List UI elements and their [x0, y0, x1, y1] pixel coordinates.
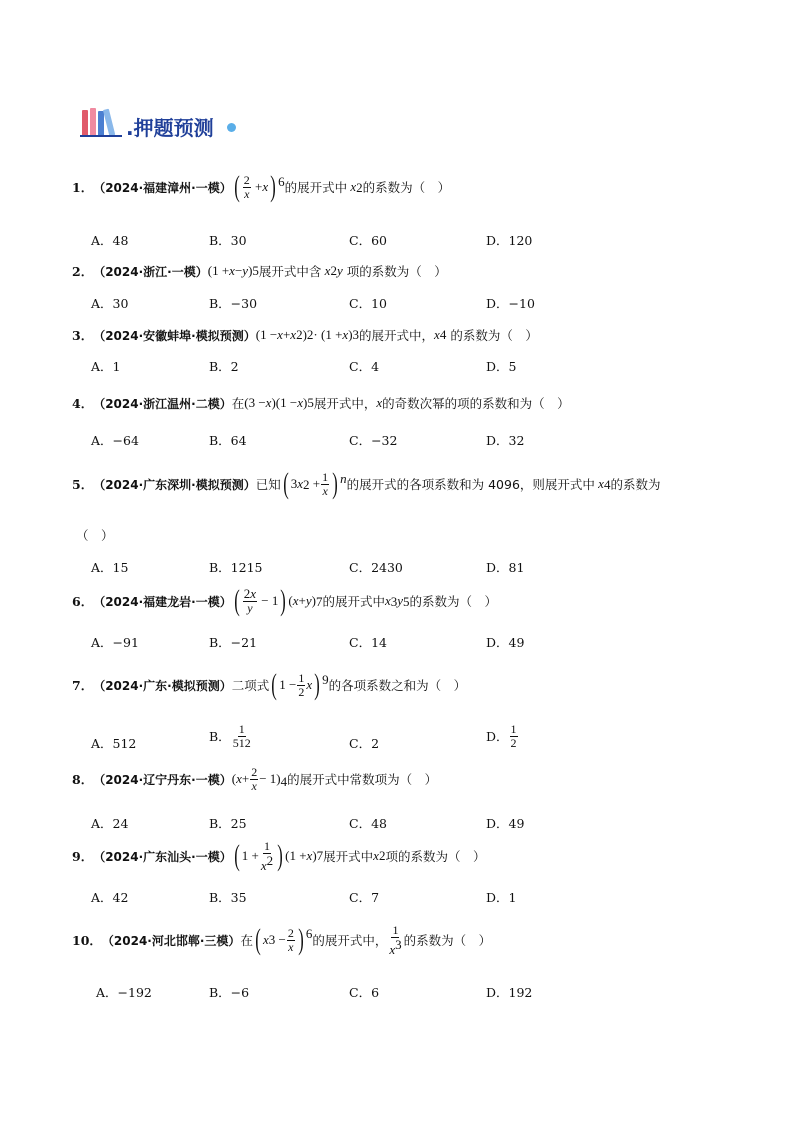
option-b[interactable]: B．30	[209, 233, 247, 248]
question-8: 8． （2024·辽宁丹东·一模） ( x + $\frac{2}{x}$ − 1) 4 的展开式中常数项为（ ）	[72, 765, 438, 793]
option-d[interactable]: D． $\frac{1}{2}$	[486, 722, 517, 750]
option-b[interactable]: B．35	[209, 890, 247, 905]
option-c[interactable]: C．7	[349, 890, 380, 905]
option-c[interactable]: C．−32	[349, 433, 398, 448]
question-5: 5． （2024·广东深圳·模拟预测） 已知 ( 3 x 2 + $\frac{1}{x}$ ) n 的展开式的各项系数和为 4096，则展开式中 x 4 的系数为	[72, 467, 661, 500]
option-d[interactable]: D．49	[486, 635, 525, 650]
question-5-blank: （ ）	[76, 528, 114, 543]
question-7: 7． （2024·广东·模拟预测） 二项式 ( 1 − $\frac{1}{2}$ x ) 9 的各项系数之和为（ ）	[72, 668, 467, 701]
option-a[interactable]: A．−91	[91, 635, 139, 650]
question-2: 2． （2024·浙江·一模） (1 + x − y ) 5 展开式中含 x 2 y 项的系数为（ ）	[72, 263, 447, 279]
question-10: 10． （2024·河北邯郸·三模） 在 ( x 3 − $\frac{2}{x}$ ) 6 的展开式中， $\frac{1}{x^3}$ 的系数为（ ）	[72, 923, 492, 957]
option-c[interactable]: C．14	[349, 635, 387, 650]
option-a[interactable]: A．15	[91, 560, 129, 575]
books-icon	[80, 106, 124, 138]
title-dot	[227, 123, 236, 132]
option-d[interactable]: D．1	[486, 890, 517, 905]
option-d[interactable]: D．120	[486, 233, 533, 248]
option-c[interactable]: C．48	[349, 816, 387, 831]
question-source: （2024·福建漳州·一模）	[93, 180, 232, 195]
option-a[interactable]: A．512	[91, 736, 137, 751]
option-a[interactable]: A．30	[91, 296, 129, 311]
option-c[interactable]: C．2	[349, 736, 380, 751]
option-a[interactable]: A．24	[91, 816, 129, 831]
question-number: 1．	[72, 180, 94, 195]
question-6: 6． （2024·福建龙岩·一模） ( $\frac{2x}{y}$ − 1 ) ( x + y ) 7 的展开式中 x 3 y 5 的系数为（ ）	[72, 584, 498, 617]
option-d[interactable]: D．5	[486, 359, 517, 374]
option-d[interactable]: D．49	[486, 816, 525, 831]
option-c[interactable]: C．60	[349, 233, 387, 248]
option-c[interactable]: C．2430	[349, 560, 403, 575]
option-a[interactable]: A．42	[91, 890, 129, 905]
option-c[interactable]: C．4	[349, 359, 380, 374]
question-1: 1． （2024·福建漳州·一模） ( $\frac{2}{x}$ + x ) 6 的展开式中 x 2 的系数为（ ）	[72, 170, 451, 203]
option-b[interactable]: B．2	[209, 359, 239, 374]
question-9: 9． （2024·广东汕头·一模） ( 1 + $\frac{1}{x^2}$ ) (1 + x ) 7 展开式中 x 2 项的系数为（ ）	[72, 839, 486, 873]
option-d[interactable]: D．−10	[486, 296, 535, 311]
question-4: 4． （2024·浙江温州·二模） 在 (3 − x )(1 − x ) 5 展开式中， x 的奇数次幂的项的系数和为（ ）	[72, 395, 570, 411]
option-d[interactable]: D．192	[486, 985, 533, 1000]
option-c[interactable]: C．6	[349, 985, 380, 1000]
option-d[interactable]: D．81	[486, 560, 525, 575]
option-c[interactable]: C．10	[349, 296, 387, 311]
option-b[interactable]: B．1215	[209, 560, 263, 575]
option-b[interactable]: B．25	[209, 816, 247, 831]
section-header	[80, 106, 250, 142]
option-a[interactable]: A．1	[91, 359, 121, 374]
option-b[interactable]: B．−30	[209, 296, 258, 311]
option-b[interactable]: B． $\frac{1}{512}$	[209, 722, 251, 750]
option-b[interactable]: B．−6	[209, 985, 250, 1000]
option-d[interactable]: D．32	[486, 433, 525, 448]
option-a[interactable]: A．−192	[96, 985, 152, 1000]
option-b[interactable]: B．64	[209, 433, 247, 448]
option-a[interactable]: A．−64	[91, 433, 139, 448]
option-b[interactable]: B．−21	[209, 635, 258, 650]
section-title: .押题预测	[126, 116, 214, 140]
question-3: 3． （2024·安徽蚌埠·模拟预测） (1 − x + x 2 ) 2 · (1 + x ) 3 的展开式中， x 4 的系数为（ ）	[72, 327, 538, 343]
option-a[interactable]: A．48	[91, 233, 129, 248]
